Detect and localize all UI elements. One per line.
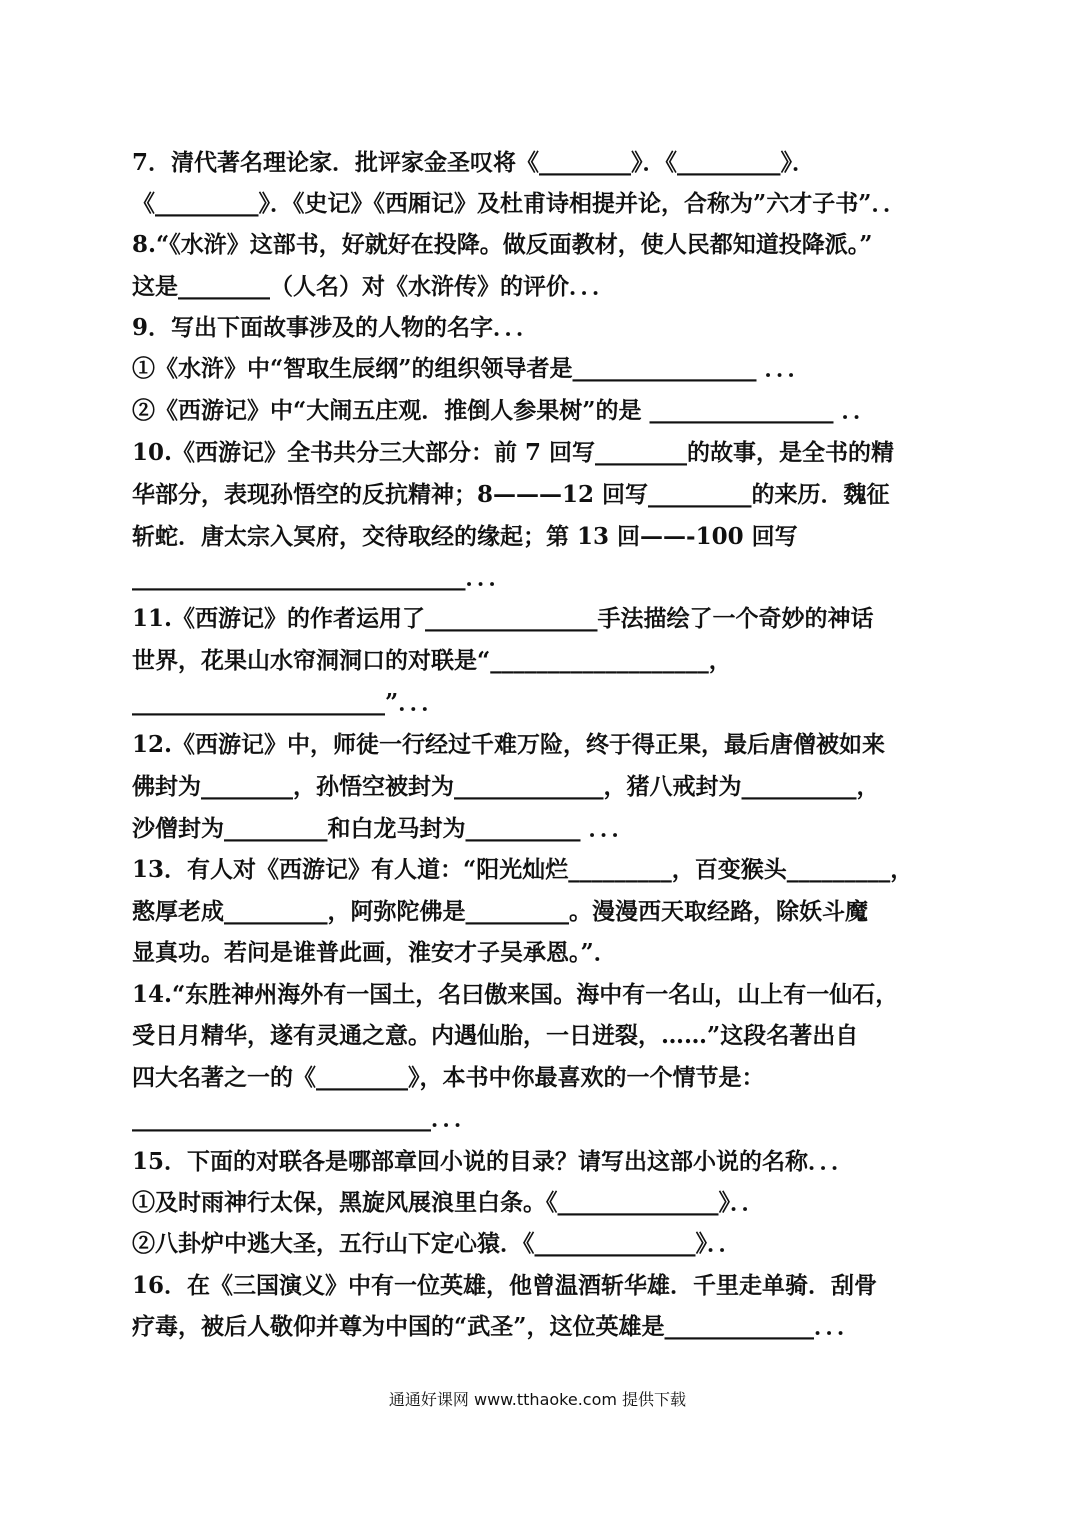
text-line: 四大名著之一的《________》，本书中你最喜欢的一个情节是： [132,1064,765,1091]
text-line: 7．清代著名理论家．批评家金圣叹将《________》．《_________》． [132,149,816,176]
text-line: 受日月精华，遂有灵通之意。内遇仙胎，一日迸裂，……”这段名著出自 [132,1022,859,1049]
text-line: 这是________（人名）对《水浒传》的评价．．． [132,273,615,300]
text-line: 10.《西游记》全书共分三大部分：前 7 回写________的故事，是全书的精 [132,439,895,466]
text-line: ②《西游记》中“大闹五庄观．推倒人参果树”的是 ________________ ．． [132,397,876,424]
text-line: 16．在《三国演义》中有一位英雄，他曾温酒斩华雄．千里走单骑．刮骨 [132,1272,878,1299]
text-line: ②八卦炉中逃大圣，五行山下定心猿．《______________》．． [132,1230,742,1257]
text-line: ______________________”．．． [132,689,445,716]
text-line: 《_________》．《史记》《西厢记》及杜甫诗相提并论，合称为”六才子书”．． [132,190,906,217]
text-line: 憨厚老成_________，阿弥陀佛是_________。漫漫西天取经路，除妖斗魔 [132,898,868,925]
text-line: 显真功。若问是谁普此画，淮安才子吴承恩。”． [132,939,617,966]
text-line: 世界，花果山水帘洞洞口的对联是“___________________， [132,647,732,674]
text-line: ①及时雨神行太保，黑旋风展浪里白条。《______________》．． [132,1189,765,1216]
text-line: 13．有人对《西游记》有人道：“阳光灿烂_________，百变猴头_________， [132,856,914,883]
page-footer: 通通好课网 www.tthaoke.com 提供下载 [388,1390,687,1409]
text-line: 14.“东胜神州海外有一国土，名曰傲来国。海中有一名山，山上有一仙石， [132,981,899,1008]
text-line: 华部分，表现孙悟空的反抗精神；8———12 回写_________的来历．魏征 [132,481,890,508]
text-line: 15．下面的对联各是哪部章回小说的目录？请写出这部小说的名称．．． [132,1148,855,1175]
text-line: 斩蛇．唐太宗入冥府，交待取经的缘起；第 13 回——-100 回写 [132,523,798,550]
text-line: 佛封为________，孙悟空被封为_____________，猪八戒封为__________， [132,773,880,800]
text-line: _____________________________．．． [132,564,512,591]
text-line: 沙僧封为_________和白龙马封为__________ ．．． [132,815,635,842]
text-line: 8.“《水浒》这部书，好就好在投降。做反面教材，使人民都知道投降派。” [132,231,873,258]
text-line: 12.《西游记》中，师徒一行经过千难万险，终于得正果，最后唐僧被如来 [132,731,886,758]
text-line: 11.《西游记》的作者运用了_______________手法描绘了一个奇妙的神话 [132,605,874,632]
text-line: 疗毒，被后人敬仰并尊为中国的“武圣”，这位英雄是_____________．．． [132,1313,860,1340]
text-line: ①《水浒》中“智取生辰纲”的组织领导者是________________ ．．． [132,355,811,382]
text-line: 9．写出下面故事涉及的人物的名字．．． [132,314,540,341]
text-line: __________________________．．． [132,1105,477,1132]
